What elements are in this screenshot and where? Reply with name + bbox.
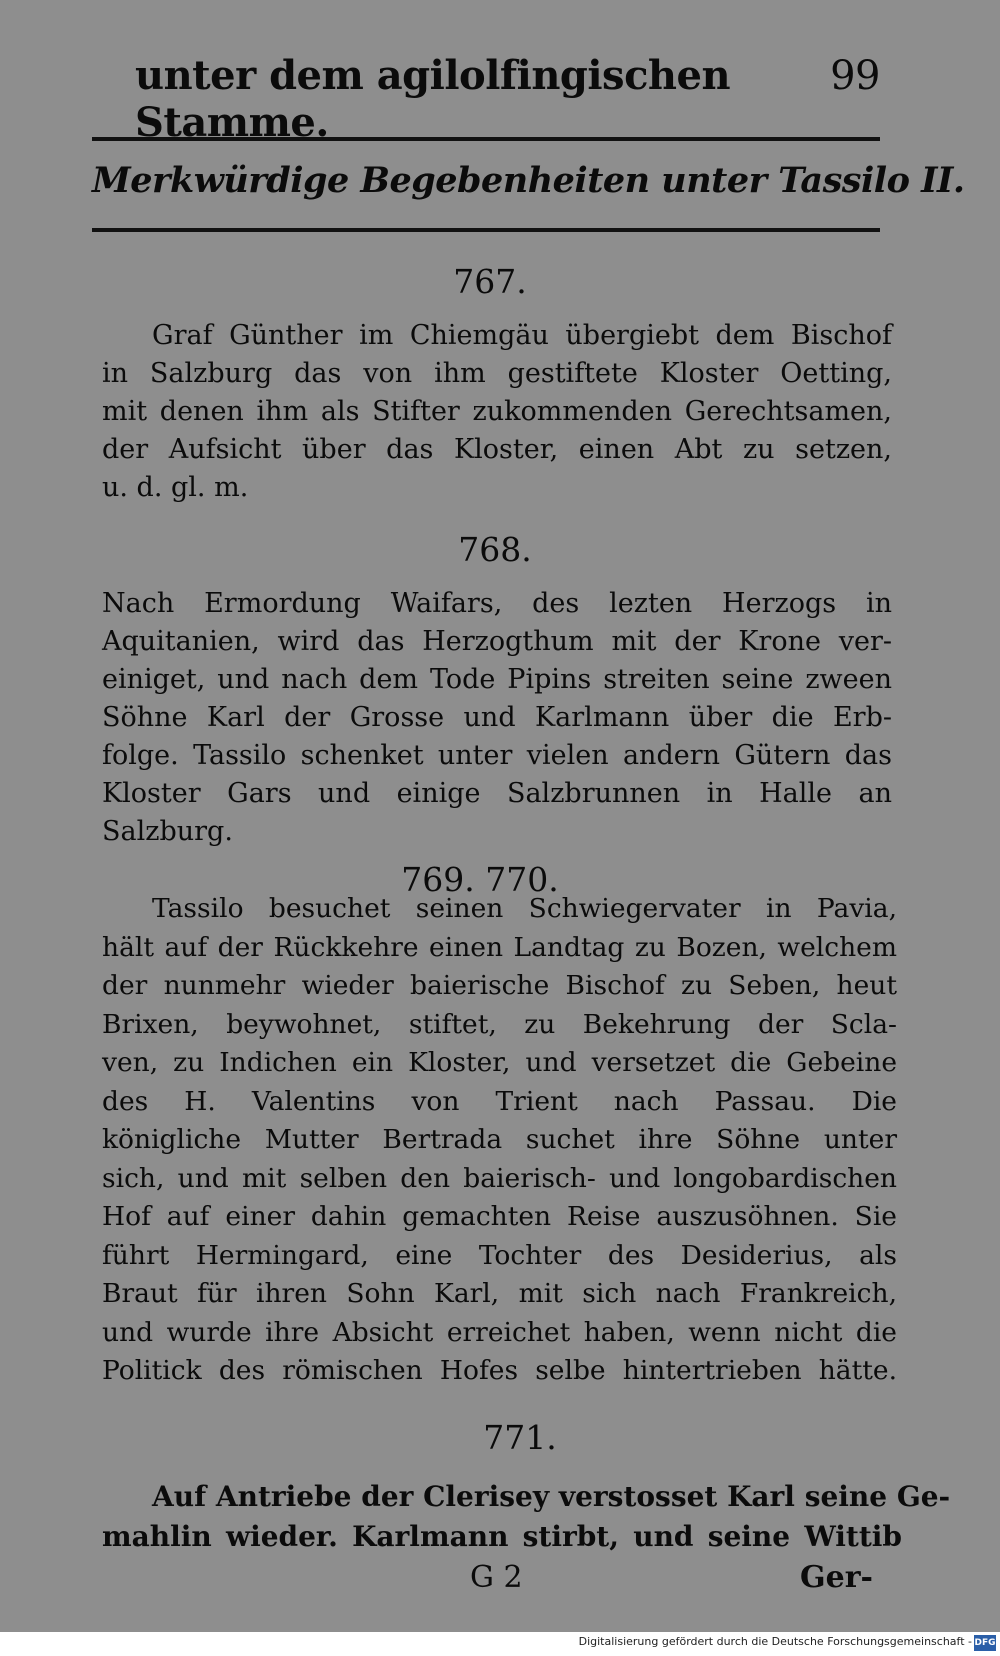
text-line: und wurde ihre Absicht erreichet haben, wenn nicht die — [102, 1316, 897, 1348]
text-line: sich, und mit selben den baierisch- und longobardischen — [102, 1162, 897, 1194]
text-line: u. d. gl. m. — [102, 472, 249, 503]
text-line: einiget, und nach dem Tode Pipins streiten seine zween — [102, 664, 892, 695]
text-line: Tassilo besuchet seinen Schwiegervater in Pavia, — [152, 893, 897, 924]
text-line: Hof auf einer dahin gemachten Reise auszusöhnen. Sie — [102, 1201, 897, 1232]
text-line: mahlin wieder. Karlmann stirbt, und seine Wittib — [102, 1520, 902, 1553]
text-line: Brixen, beywohnet, stiftet, zu Bekehrung der Scla- — [102, 1008, 897, 1040]
text-line: Braut für ihren Sohn Karl, mit sich nach Frankreich, — [102, 1278, 897, 1309]
year-heading-771: 771. — [483, 1418, 557, 1457]
text-line: mit denen ihm als Stifter zukommenden Gerechtsamen, — [102, 396, 892, 427]
entry-paragraph-771 — [102, 1477, 951, 1557]
entry-paragraph-768 — [102, 585, 892, 851]
digitization-footer — [0, 1632, 1000, 1656]
section-title: Merkwürdige Begebenheiten unter Tassilo II. — [92, 160, 965, 201]
text-line: Aquitanien, wird das Herzogthum mit der Krone ver- — [102, 626, 892, 657]
catchword: Ger- — [800, 1560, 873, 1595]
entry-paragraph-767 — [102, 317, 892, 507]
signature-mark: G 2 — [470, 1560, 523, 1595]
running-title: unter dem agilolfingischen Stamme. — [135, 52, 731, 146]
dfg-logo: DFG — [974, 1635, 996, 1651]
text-line: königliche Mutter Bertrada suchet ihre Söhne unter — [102, 1124, 897, 1155]
text-line: Söhne Karl der Grosse und Karlmann über die Erb- — [102, 702, 892, 733]
page-number: 99 — [830, 53, 880, 99]
text-line: Auf Antriebe der Clerisey verstosset Karl seine Ge- — [152, 1480, 951, 1513]
running-head — [135, 52, 880, 146]
text-line: Graf Günther im Chiemgäu übergiebt dem Bischof — [152, 320, 892, 351]
year-heading-768: 768. — [458, 530, 532, 569]
text-line: der Aufsicht über das Kloster, einen Abt zu setzen, — [102, 434, 892, 465]
entry-paragraph-769-770 — [102, 890, 897, 1391]
year-heading-767: 767. — [453, 262, 527, 301]
digitization-credit: Digitalisierung gefördert durch die Deutsche Forschungsgemeinschaft - — [578, 1635, 972, 1648]
text-line: ven, zu Indichen ein Kloster, und versetzet die Gebeine — [102, 1047, 897, 1078]
text-line: folge. Tassilo schenket unter vielen andern Gütern das — [102, 740, 892, 771]
text-line: des H. Valentins von Trient nach Passau. Die — [102, 1085, 897, 1117]
text-line: führt Hermingard, eine Tochter des Desiderius, als — [102, 1239, 897, 1271]
year-heading-769-770: 769. 770. — [401, 860, 559, 899]
text-line: Kloster Gars und einige Salzbrunnen in Halle an — [102, 778, 892, 809]
header-rule-bottom — [92, 228, 880, 232]
text-line: in Salzburg das von ihm gestiftete Kloster Oetting, — [102, 358, 892, 389]
text-line: der nunmehr wieder baierische Bischof zu Seben, heut — [102, 970, 897, 1001]
text-line: hält auf der Rückkehre einen Landtag zu Bozen, welchem — [102, 931, 897, 963]
text-line: Nach Ermordung Waifars, des lezten Herzogs in — [102, 588, 892, 619]
header-rule-top — [92, 137, 880, 141]
text-line: Salzburg. — [102, 816, 233, 847]
text-line: Politick des römischen Hofes selbe hintertrieben hätte. — [102, 1355, 897, 1386]
